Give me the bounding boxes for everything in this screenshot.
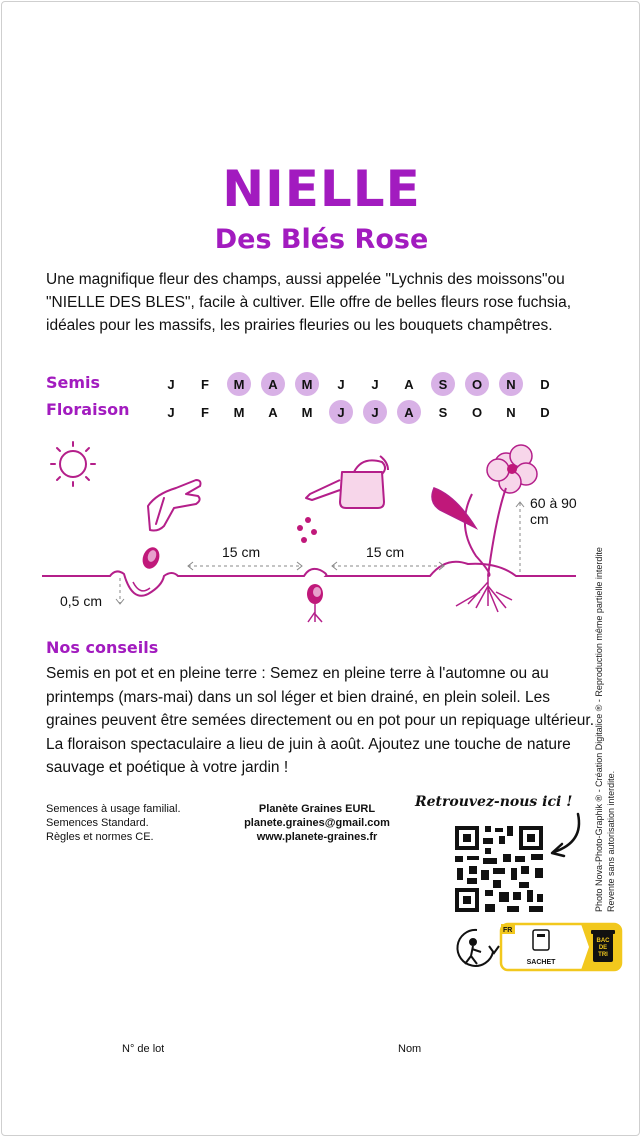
sowing-month-1 [154,372,188,396]
recycling-country: FR [503,927,513,934]
sowing-label: Semis [46,373,101,392]
product-variety: Des Blés Rose [214,224,429,255]
sowing-month-letter: A [404,376,414,392]
sowing-month-11 [494,372,528,396]
flowering-calendar [154,400,562,424]
sowing-month-8 [392,372,426,396]
sowing-month-12 [528,372,562,396]
sun-icon [51,442,95,486]
credit-line-1: Photo Nova-Photo-Graphik ® - Création Digitalice ® - Reproduction même partielle interdite [594,547,604,912]
sowing-month-letter: S [431,372,455,396]
flowering-month-7 [358,400,392,424]
planting-illustration [36,436,581,636]
sowing-month-letter: J [371,376,379,392]
sowing-month-letter: M [227,372,251,396]
curved-arrow-icon [548,812,588,862]
company-email[interactable]: planete.graines@gmail.com [244,817,390,829]
flowering-month-12 [528,400,562,424]
height-label-line1: 60 à 90 [530,495,577,511]
bin-line-2: DE [598,945,608,951]
seed-icon [140,545,163,571]
sowing-month-3 [222,372,256,396]
spacing-label-1: 15 cm [222,544,261,560]
sowing-calendar [154,372,562,396]
sowing-month-letter: J [167,376,175,392]
flowering-month-letter: O [471,404,483,420]
flowering-month-letter: J [167,404,175,420]
flowering-month-3 [222,400,256,424]
flowering-month-letter: N [506,404,516,420]
flowering-month-letter: F [201,404,209,420]
seedling-icon [307,584,323,622]
flowering-month-letter: S [438,404,448,420]
water-drops [297,517,317,543]
hand-sowing-icon [148,480,201,531]
qr-code[interactable] [453,824,545,914]
sowing-month-letter: D [540,376,550,392]
sowing-month-letter: J [337,376,345,392]
depth-label: 0,5 cm [60,593,103,609]
flowering-month-letter: J [329,400,353,424]
recycling-item: SACHET [526,959,556,966]
spacing-label-2: 15 cm [366,544,405,560]
flowering-label: Floraison [46,400,130,419]
legal-line-1: Semences à usage familial. [46,803,181,815]
flowering-month-letter: A [397,400,421,424]
credit-line-2: Revente sans autorisation interdite. [606,770,616,912]
watering-can-icon [306,456,388,508]
name-label: Nom [398,1043,422,1055]
flower-roots [456,576,512,612]
sowing-month-letter: F [201,376,209,392]
flowering-month-4 [256,400,290,424]
triman-icon [457,930,499,966]
flowering-month-letter: A [268,404,278,420]
flowering-month-letter: M [233,404,245,420]
company-contact [214,802,420,844]
credit-block [593,520,623,920]
credit-text [593,547,617,912]
legal-line-3: Règles et normes CE. [46,831,154,843]
flower-icon [432,445,537,576]
sowing-month-4 [256,372,290,396]
flowering-month-letter: M [301,404,313,420]
sowing-month-2 [188,372,222,396]
company-website[interactable]: www.planete-graines.fr [256,831,378,843]
advice-title: Nos conseils [46,638,159,657]
product-description: Une magnifique fleur des champs, aussi appelée "Lychnis des moissons"ou "NIELLE DES BLES", facile à cultiver. Elle offre de belles fleurs rose fuchsia, idéales pour les massifs, les prairies fleuries ou les bouquets champêtres. [46,271,572,334]
recycling-info [453,922,623,974]
company-name: Planète Graines EURL [258,803,376,815]
sachet-icon [533,930,549,950]
flowering-month-1 [154,400,188,424]
sowing-month-5 [290,372,324,396]
bin-line-3: TRI [598,952,608,958]
height-label-line2: cm [530,511,549,527]
sowing-month-letter: M [295,372,319,396]
qr-caption: Retrouvez-nous ici ! [415,794,573,810]
product-name: NIELLE [222,160,421,218]
sowing-month-9 [426,372,460,396]
flowering-month-11 [494,400,528,424]
flowering-month-5 [290,400,324,424]
legal-line-2: Semences Standard. [46,817,149,829]
flowering-month-6 [324,400,358,424]
flowering-month-10 [460,400,494,424]
bin-line-1: BAC [596,938,610,944]
sowing-month-letter: O [465,372,489,396]
sowing-month-letter: N [499,372,523,396]
lot-number-label: N° de lot [122,1043,165,1055]
advice-text: Semis en pot et en pleine terre : Semez en pleine terre à l'automne ou au printemps (mars-mai) dans un sol léger et bien drainé, en plein soleil. Les graines peuvent être semées directement ou en pot pour un repiquage ultérieur. La floraison spectaculaire a lieu de juin à août. Ajoutez une touche de nature sauvage et poétique à votre jardin ! [46,665,595,776]
flowering-month-8 [392,400,426,424]
sowing-month-letter: A [261,372,285,396]
flowering-month-letter: J [363,400,387,424]
flowering-month-9 [426,400,460,424]
sowing-month-10 [460,372,494,396]
flowering-month-letter: D [540,404,550,420]
sowing-month-7 [358,372,392,396]
legal-notes [46,802,181,844]
flowering-month-2 [188,400,222,424]
sowing-month-6 [324,372,358,396]
